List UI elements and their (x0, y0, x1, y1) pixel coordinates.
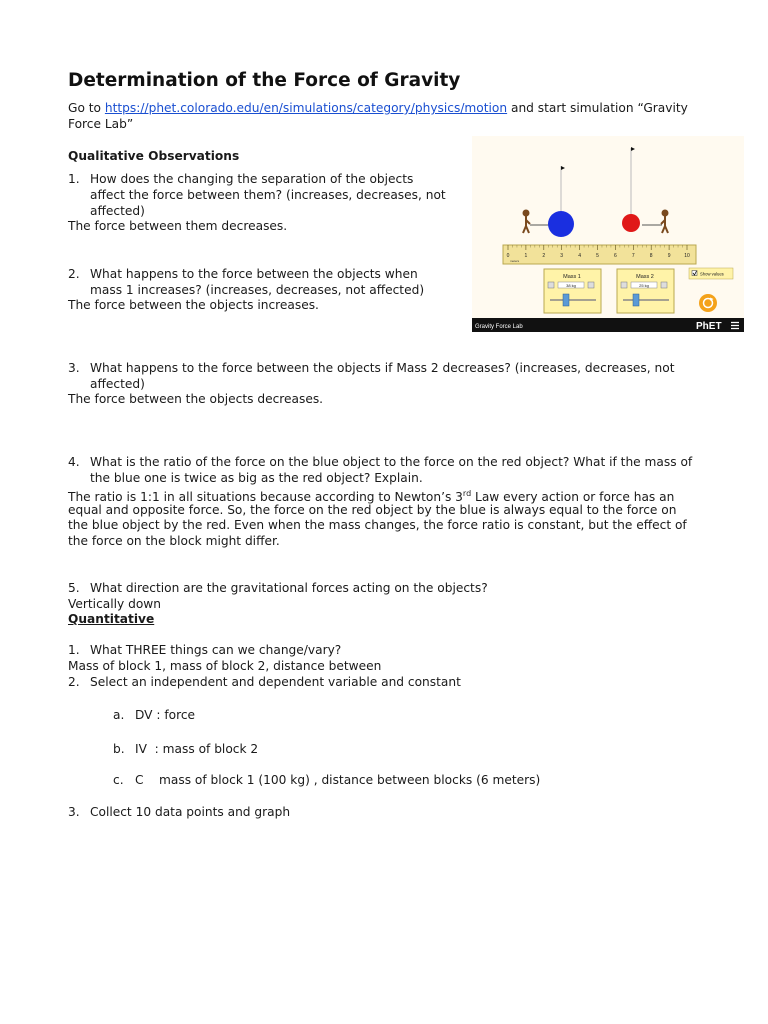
ruler-tick-label: 10 (684, 253, 690, 259)
ruler-tick-label: 9 (667, 253, 671, 259)
qn2-a-label: a. (113, 708, 125, 722)
ruler-tick-label: 6 (614, 253, 617, 259)
ruler-unit-label: meters (510, 259, 520, 263)
qn2-a-text: DV : force (135, 708, 196, 722)
mass1-control-panel (544, 269, 601, 313)
ruler-tick-label: 8 (649, 253, 653, 259)
intro-prefix: Go to (68, 101, 105, 115)
ruler-tick-label: 4 (578, 253, 581, 259)
qn2-b-text: IV : mass of block 2 (135, 742, 259, 756)
q1-line1: How does the changing the separation of the objects (90, 172, 414, 186)
sim-title: Gravity Force Lab (475, 324, 523, 330)
mass2-slider-thumb[interactable] (633, 294, 639, 306)
qn3-text: Collect 10 data points and graph (90, 805, 291, 819)
q4-answer-line4: the force on the block might differ. (68, 534, 280, 548)
qn1-number: 1. (68, 643, 80, 657)
intro-suffix: and start simulation “Gravity (507, 101, 688, 115)
q4-answer-sup: rd (462, 489, 472, 498)
mass1-blue-sphere[interactable] (548, 211, 574, 237)
mass2-red-sphere[interactable] (622, 214, 640, 232)
q2-number: 2. (68, 267, 80, 281)
mass1-slider-thumb[interactable] (563, 294, 569, 306)
q2-answer: The force between the objects increases. (68, 298, 319, 312)
mass2-decrement-button[interactable] (621, 282, 627, 288)
q5-answer: Vertically down (68, 597, 161, 611)
mass2-label: Mass 2 (636, 274, 654, 280)
page-title: Determination of the Force of Gravity (68, 70, 461, 91)
q3-number: 3. (68, 361, 80, 375)
q4-number: 4. (68, 455, 80, 469)
q5-number: 5. (68, 581, 80, 595)
q4-line1: What is the ratio of the force on the blue object to the force on the red object? What if the mass of (90, 455, 693, 469)
mass1-value: 38 kg (566, 283, 576, 288)
mass1-increment-button[interactable] (588, 282, 594, 288)
ruler-tick-label: 7 (631, 253, 635, 259)
qualitative-heading: Qualitative Observations (68, 149, 240, 163)
q4-answer-post: Law every action or force has an (471, 490, 675, 505)
ruler-tick-label: 5 (596, 253, 599, 259)
q1-line3: affected) (90, 204, 145, 218)
qn2-number: 2. (68, 675, 80, 689)
qn3-number: 3. (68, 805, 80, 819)
q4-line2: the blue one is twice as big as the red object? Explain. (90, 471, 423, 485)
ruler-tick-label: 3 (560, 253, 564, 259)
qn1-text: What THREE things can we change/vary? (90, 643, 342, 657)
qn2-c-label: c. (113, 773, 124, 787)
simulation-canvas (472, 136, 744, 332)
ruler-tick-label: 2 (542, 253, 546, 259)
phet-logo[interactable]: PhET (696, 321, 722, 332)
q1-answer: The force between them decreases. (68, 219, 288, 233)
distance-ruler[interactable] (503, 245, 696, 264)
intro-line-2: Force Lab” (68, 117, 134, 131)
mass2-control-panel (617, 269, 674, 313)
q3-line1: What happens to the force between the objects if Mass 2 decreases? (increases, decreases, not (90, 361, 675, 375)
show-values-checkbox[interactable] (689, 268, 733, 279)
simulation-link[interactable]: https://phet.colorado.edu/en/simulations/category/physics/motion (104, 101, 508, 115)
mass2-increment-button[interactable] (661, 282, 667, 288)
qn2-text: Select an independent and dependent variable and constant (90, 675, 461, 689)
q3-line2: affected) (90, 377, 145, 391)
ruler-tick-label: 1 (524, 253, 528, 259)
reset-button[interactable] (699, 294, 717, 312)
show-values-label: Show values (700, 271, 724, 277)
qn2-c-text: C mass of block 1 (100 kg) , distance between blocks (6 meters) (135, 773, 541, 787)
quantitative-heading: Quantitative (68, 612, 155, 626)
q3-answer: The force between the objects decreases. (68, 392, 324, 406)
q4-answer-line3: the blue object by the red. Even when the mass changes, the force ratio is constant, but the effect of (68, 518, 687, 532)
q2-line1: What happens to the force between the objects when (90, 267, 418, 281)
ruler-tick-label: 0 (506, 253, 510, 259)
qn2-b-label: b. (113, 742, 125, 756)
q4-answer-pre: The ratio is 1:1 in all situations because according to Newton’s 3 (68, 490, 463, 505)
q1-line2: affect the force between them? (increases, decreases, not (90, 188, 446, 202)
q5-line1: What direction are the gravitational forces acting on the objects? (90, 581, 488, 595)
mass1-label: Mass 1 (563, 274, 581, 280)
mass1-decrement-button[interactable] (548, 282, 554, 288)
qn1-answer: Mass of block 1, mass of block 2, distance between (68, 659, 382, 673)
intro-line (68, 100, 688, 116)
mass2-value: 25 kg (639, 283, 649, 288)
gravity-force-lab-screenshot (472, 136, 744, 332)
q4-answer-line2: equal and opposite force. So, the force on the red object by the blue is always equal to the force on (68, 503, 677, 517)
q2-line2: mass 1 increases? (increases, decreases, not affected) (90, 283, 425, 297)
q1-number: 1. (68, 172, 80, 186)
